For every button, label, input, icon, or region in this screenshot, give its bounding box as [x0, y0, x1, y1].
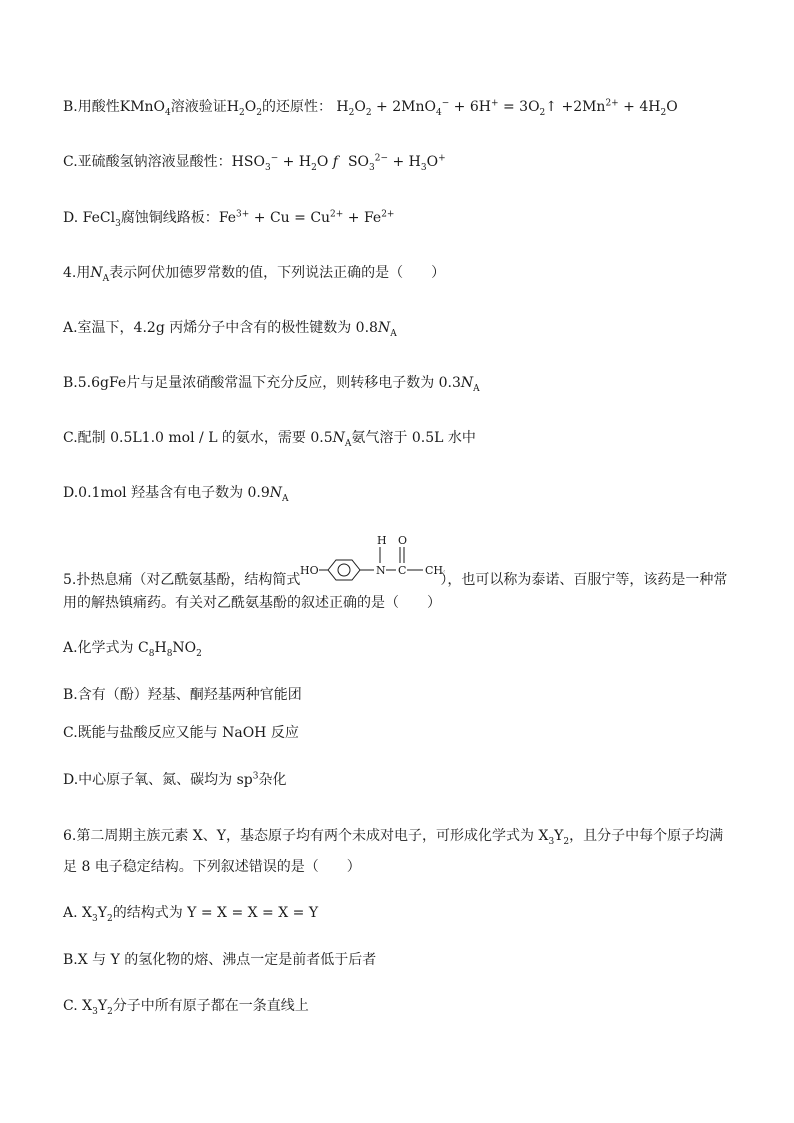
q3-option-b: B.用酸性KMnO$_4$溶液验证$H_2O_2$的还原性： $H_2O_2 + 2MnO_4^- + 6H^+$ = $3O_2↑ +2Mn^{2+} + 4H_2O$	[63, 98, 678, 118]
structure-ch3-label: CH	[425, 564, 444, 577]
q6-option-a: A. $X_3Y_2$的结构式为 Y = X = X = X = Y	[63, 905, 319, 924]
q4-option-d: D.0.1mol 羟基含有电子数为 $0.9N_A$	[63, 485, 289, 504]
structure-c-label: C	[398, 564, 407, 577]
q4-option-b: B.5.6gFe片与足量浓硝酸常温下充分反应，则转移电子数为 $0.3N_A$	[63, 375, 480, 394]
q5-stem: 5.扑热息痛（对乙酰氨基酚，结构简式 ），也可以称为泰诺、百服宁等，该药是一种常	[63, 572, 728, 588]
structure-ho-label: HO	[300, 564, 319, 577]
q4-option-c: C.配制 0.5L1.0 mol / L 的氨水，需要 $0.5N_A$氨气溶于 0.5L 水中	[63, 430, 476, 449]
q6-stem: 6.第二周期主族元素 X、Y，基态原子均有两个未成对电子，可形成化学式为 $X_3Y_2$，且分子中每个原子均满	[63, 828, 724, 847]
acetaminophen-structure-diagram	[300, 528, 445, 584]
structure-n-label: N	[376, 564, 386, 577]
q3-option-c: C.亚硫酸氢钠溶液显酸性：$HSO_3^- + H_2O$ f $SO_3^{2-} + H_3O^+$	[63, 153, 446, 173]
q6-option-b: B.X 与 Y 的氢化物的熔、沸点一定是前者低于后者	[63, 952, 377, 968]
q5-option-a: A.化学式为 $C_8H_8NO_2$	[63, 640, 202, 659]
q6-option-c: C. $X_3Y_2$分子中所有原子都在一条直线上	[63, 998, 309, 1017]
q6-stem-continued: 足 8 电子稳定结构。下列叙述错误的是（ ）	[63, 859, 361, 875]
q4-option-a: A.室温下，4.2g 丙烯分子中含有的极性键数为 $0.8N_A$	[63, 320, 397, 339]
q4-stem: 4.用$N_A$表示阿伏加德罗常数的值，下列说法正确的是（ ）	[63, 265, 446, 284]
structure-o-label: O	[398, 534, 408, 547]
structure-h-label: H	[377, 534, 387, 547]
benzene-ring	[328, 560, 360, 580]
q3-option-d: D. FeCl$_3$腐蚀铜线路板：$Fe^{3+} + Cu = Cu^{2+} + Fe^{2+}$	[63, 209, 395, 229]
q5-option-b: B.含有（酚）羟基、酮羟基两种官能团	[63, 687, 302, 703]
q5-option-d: D.中心原子氧、氮、碳均为 $sp^3$杂化	[63, 771, 287, 788]
q5-option-c: C.既能与盐酸反应又能与 NaOH 反应	[63, 725, 299, 741]
q5-stem-continued: 用的解热镇痛药。有关对乙酰氨基酚的叙述正确的是（ ）	[63, 595, 441, 611]
